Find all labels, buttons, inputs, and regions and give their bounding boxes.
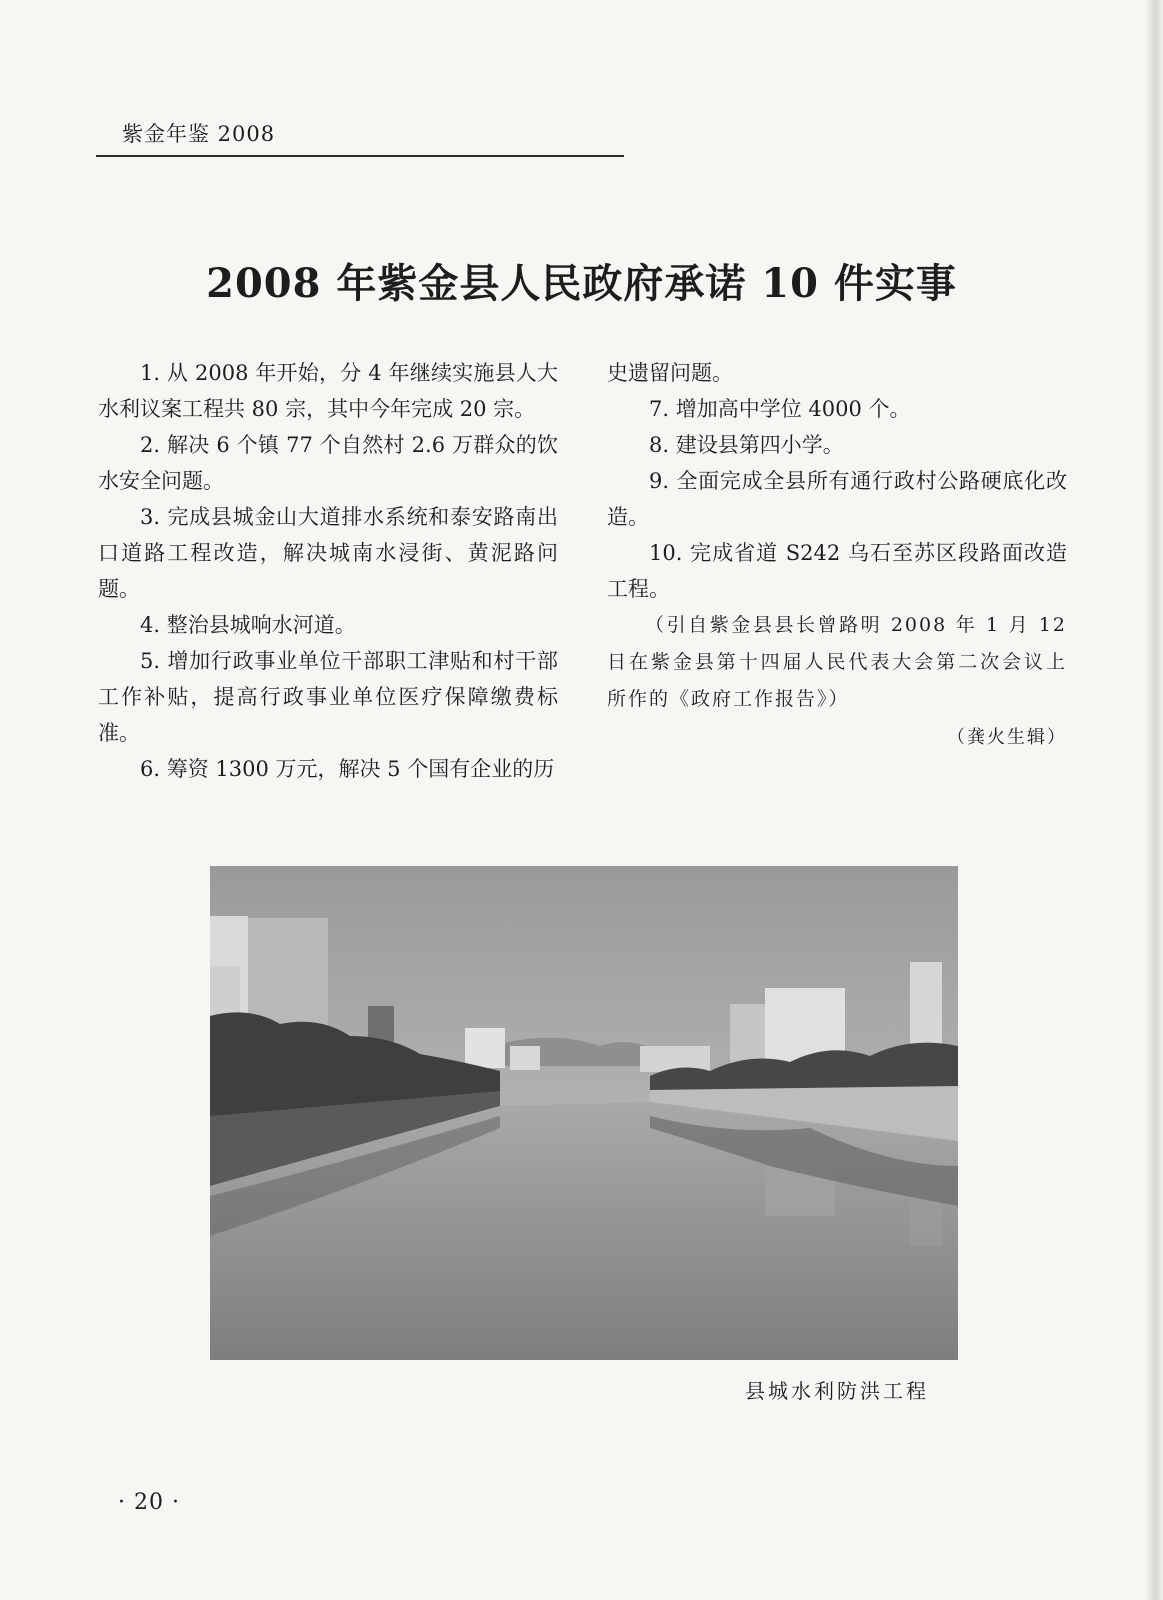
article-title: 2008 年紫金县人民政府承诺 10 件实事 <box>206 260 957 307</box>
list-item: 2. 解决 6 个镇 77 个自然村 2.6 万群众的饮水安全问题。 <box>98 433 558 493</box>
list-item-continuation: 史遗留问题。 <box>607 361 733 385</box>
list-item: 10. 完成省道 S242 乌石至苏区段路面改造工程。 <box>607 541 1067 601</box>
page-number: · 20 · <box>118 1490 180 1515</box>
page-edge <box>1145 0 1163 1600</box>
list-item: 5. 增加行政事业单位干部职工津贴和村干部工作补贴，提高行政事业单位医疗保障缴费标准。 <box>98 649 558 745</box>
photo-caption: 县城水利防洪工程 <box>745 1379 929 1403</box>
list-item: 9. 全面完成全县所有通行政村公路硬底化改造。 <box>607 469 1067 529</box>
list-item: 7. 增加高中学位 4000 个。 <box>649 397 911 421</box>
list-item: 3. 完成县城金山大道排水系统和泰安路南出口道路工程改造，解决城南水浸街、黄泥路问题。 <box>98 505 558 601</box>
list-item: 6. 筹资 1300 万元，解决 5 个国有企业的历 <box>140 757 555 781</box>
source-note: （引自紫金县县长曾路明 2008 年 1 月 12 日在紫金县第十四届人民代表大会第二次会议上所作的《政府工作报告》） <box>607 614 1067 710</box>
right-column <box>607 355 1067 756</box>
river-photo <box>210 866 958 1360</box>
header-rule <box>96 155 624 157</box>
list-item: 1. 从 2008 年开始，分 4 年继续实施县人大水利议案工程共 80 宗，其中今年完成 20 宗。 <box>98 361 558 421</box>
list-item: 8. 建设县第四小学。 <box>649 433 844 457</box>
running-head: 紫金年鉴 2008 <box>122 122 276 146</box>
editor-credit: （龚火生辑） <box>947 727 1067 748</box>
left-column <box>98 355 558 787</box>
list-item: 4. 整治县城响水河道。 <box>140 613 356 637</box>
